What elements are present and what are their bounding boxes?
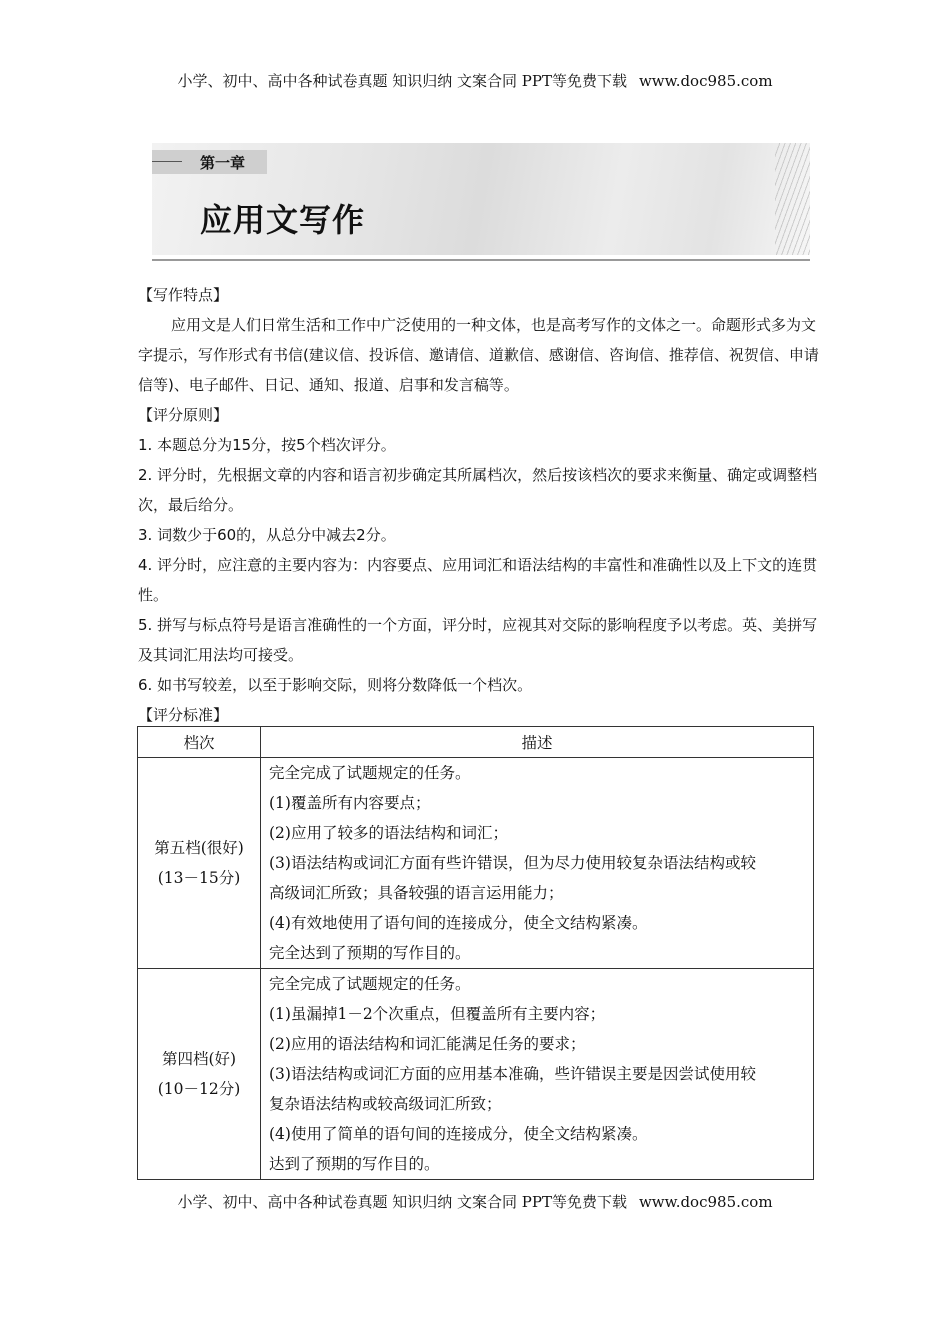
level-name: 第五档(很好) bbox=[154, 839, 244, 857]
page-header bbox=[0, 70, 950, 91]
description-cell bbox=[261, 758, 814, 969]
principle-item: 3. 词数少于60的，从总分中减去2分。 bbox=[138, 526, 396, 544]
features-heading: 【写作特点】 bbox=[138, 286, 229, 304]
principle-item: 1. 本题总分为15分，按5个档次评分。 bbox=[138, 436, 396, 454]
description-line: (4)使用了简单的语句间的连接成分，使全文结构紧凑。 bbox=[269, 1125, 648, 1143]
level-cell bbox=[138, 758, 261, 969]
header-text: 小学、初中、高中各种试卷真题 知识归纳 文案合同 PPT等免费下载 bbox=[177, 72, 627, 90]
description-line: (1)覆盖所有内容要点； bbox=[269, 794, 431, 812]
header-level: 档次 bbox=[138, 727, 261, 758]
features-paragraph: 应用文是人们日常生活和工作中广泛使用的一种文体，也是高考写作的文体之一。命题形式多为文字提示，写作形式有书信(建议信、投诉信、邀请信、道歉信、感谢信、咨询信、推荐信、祝贺信、申请信等)、电子邮件、日记、通知、报道、启事和发言稿等。 bbox=[138, 316, 819, 394]
description-line: (2)应用的语法结构和词汇能满足任务的要求； bbox=[269, 1035, 586, 1053]
footer-url: www.doc985.com bbox=[638, 1193, 773, 1211]
description-line: (3)语法结构或词汇方面有些许错误，但为尽力使用较复杂语法结构或较 bbox=[269, 854, 756, 872]
table-header-row bbox=[138, 727, 814, 758]
level-range: (10－12分) bbox=[157, 1080, 241, 1098]
description-line: 完全完成了试题规定的任务。 bbox=[269, 975, 471, 993]
description-line: 达到了预期的写作目的。 bbox=[269, 1155, 440, 1173]
description-line: (3)语法结构或词汇方面的应用基本准确，些许错误主要是因尝试使用较 bbox=[269, 1065, 756, 1083]
description-line: (2)应用了较多的语法结构和词汇； bbox=[269, 824, 508, 842]
chapter-rule bbox=[152, 161, 182, 162]
table-row bbox=[138, 969, 814, 1180]
principle-item: 5. 拼写与标点符号是语言准确性的一个方面，评分时，应视其对交际的影响程度予以考虑。英、美拼写及其词汇用法均可接受。 bbox=[138, 616, 818, 664]
table-row bbox=[138, 758, 814, 969]
scoring-table bbox=[137, 726, 814, 1180]
principle-item: 4. 评分时，应注意的主要内容为：内容要点、应用词汇和语法结构的丰富性和准确性以及上下文的连贯性。 bbox=[138, 556, 818, 604]
description-line: 完全完成了试题规定的任务。 bbox=[269, 764, 471, 782]
description-line: 复杂语法结构或较高级词汇所致； bbox=[269, 1095, 502, 1113]
chapter-title: 应用文写作 bbox=[200, 201, 366, 239]
footer-text: 小学、初中、高中各种试卷真题 知识归纳 文案合同 PPT等免费下载 bbox=[177, 1193, 627, 1211]
level-range: (13－15分) bbox=[157, 869, 241, 887]
principle-item: 6. 如书写较差，以至于影响交际，则将分数降低一个档次。 bbox=[138, 676, 533, 694]
banner-divider bbox=[152, 259, 810, 261]
description-line: (1)虽漏掉1－2个次重点，但覆盖所有主要内容； bbox=[269, 1005, 606, 1023]
header-url: www.doc985.com bbox=[638, 72, 773, 90]
header-description: 描述 bbox=[261, 727, 814, 758]
description-line: 完全达到了预期的写作目的。 bbox=[269, 944, 471, 962]
principles-heading: 【评分原则】 bbox=[138, 406, 229, 424]
page-footer bbox=[0, 1191, 950, 1212]
principle-item: 2. 评分时，先根据文章的内容和语言初步确定其所属档次，然后按该档次的要求来衡量、确定或调整档次，最后给分。 bbox=[138, 466, 818, 514]
banner-stripes bbox=[775, 143, 810, 255]
body-text bbox=[138, 280, 828, 730]
standards-heading: 【评分标准】 bbox=[138, 706, 229, 724]
description-line: 高级词汇所致；具备较强的语言运用能力； bbox=[269, 884, 564, 902]
chapter-label: 第一章 bbox=[200, 154, 246, 172]
description-cell bbox=[261, 969, 814, 1180]
description-line: (4)有效地使用了语句间的连接成分，使全文结构紧凑。 bbox=[269, 914, 648, 932]
level-name: 第四档(好) bbox=[161, 1050, 237, 1068]
level-cell bbox=[138, 969, 261, 1180]
